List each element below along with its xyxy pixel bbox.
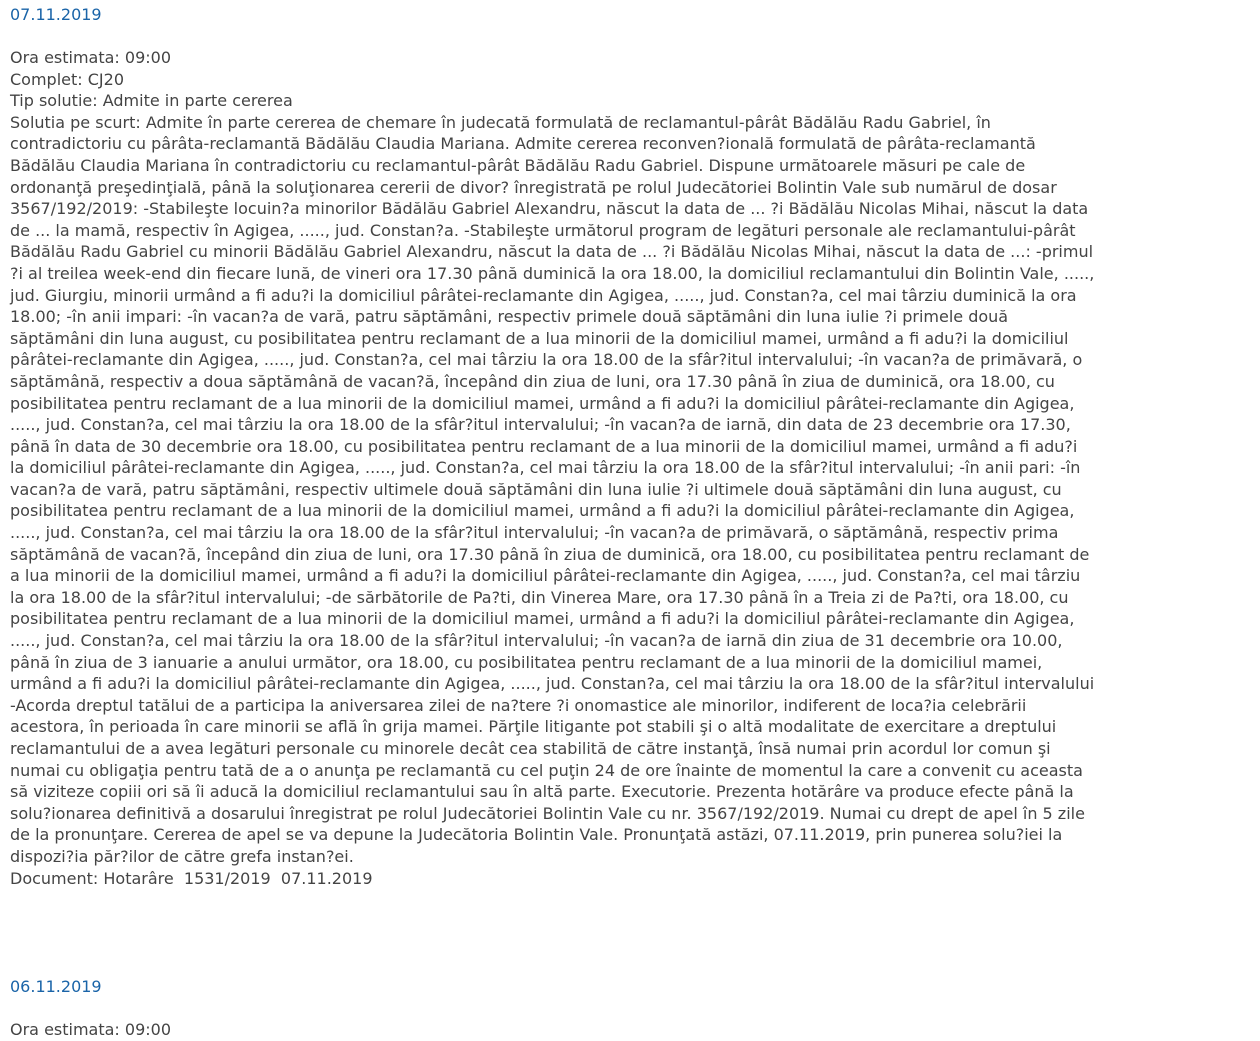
hearing-entry: [10, 976, 1095, 1041]
hearing-entry: [10, 4, 1095, 889]
solution-type: Tip solutie: Admite in parte cererea: [10, 91, 293, 111]
hearing-date: 06.11.2019: [10, 977, 102, 996]
document-text: Document: Hotarâre 1531/2019 07.11.2019: [10, 868, 373, 888]
estimated-time: Ora estimata: 09:00: [10, 48, 172, 67]
solution-summary: Solutia pe scurt: Admite în parte cererea de chemare în judecată formulată de reclamantul-pârât Bădălău Radu Gabriel, în contradictoriu cu pârâta-reclamantă Bădălău Claudia Mariana. Admite cererea reconven?ională formulată de pârâta-reclamantă Bădălău Claudia Mariana în contradictoriu cu reclamantul-pârât Bădălău Radu Gabriel. Dispune următoarele măsuri pe cale de ordonanţă preşedinţială, până la soluţionarea cererii de divor? înregistrată pe rolul Judecătoriei Bolintin Vale sub numărul de dosar 3567/192/2019: -Stabileşte locuin?a minorilor Bădălău Gabriel Alexandru, născut la data de ... ?i Bădălău Nicolas Mihai, născut la data de ... la mamă, respectiv în Agigea, ....., jud. Constan?a. -Stabileşte următorul program de legături personale ale reclamantului-pârât Bădălău Radu Gabriel cu minorii Bădălău Gabriel Alexandru, născut la data de ... ?i Bădălău Nicolas Mihai, născut la data de ...: -primul ?i al treilea week-end din fiecare lună, de vineri ora 17.30 până duminică la ora 18.00, la domiciliul reclamantului din Bolintin Vale, ....., jud. Giurgiu, minorii urmând a fi adu?i la domiciliul pârâtei-reclamante din Agigea, ....., jud. Constan?a, cel mai târziu duminică la ora 18.00; -în anii impari: -în vacan?a de vară, patru săptămâni, respectiv primele două săptămâni din luna iulie ?i primele două săptămâni din luna august, cu posibilitatea pentru reclamant de a lua minorii de la domiciliul mamei, urmând a fi adu?i la domiciliul pârâtei-reclamante din Agigea, ....., jud. Constan?a, cel mai târziu la ora 18.00 de la sfâr?itul intervalului; -în vacan?a de primăvară, o săptămână, respectiv a doua săptămână de vacan?ă, începând din ziua de luni, ora 17.30 până în ziua de duminică, ora 18.00, cu posibilitatea pentru reclamant de a lua minorii de la domiciliul mamei, urmând a fi adu?i la domiciliul pârâtei-reclamante din Agigea, ....., jud. Constan?a, cel mai târziu la ora 18.00 de la sfâr?itul intervalului; -în vacan?a de iarnă, din data de 23 decembrie ora 17.30, până în data de 30 decembrie ora 18.00, cu posibilitatea pentru reclamant de a lua minorii de la domiciliul mamei, urmând a fi adu?i la domiciliul pârâtei-reclamante din Agigea, ....., jud. Constan?a, cel mai târziu la ora 18.00 de la sfâr?itul intervalului; -în anii pari: -în vacan?a de vară, patru săptămâni, respectiv ultimele două săptămâni din luna iulie ?i ultimele două săptămâni din luna august, cu posibilitatea pentru reclamant de a lua minorii de la domiciliul mamei, urmând a fi adu?i la domiciliul pârâtei-reclamante din Agigea, ....., jud. Constan?a, cel mai târziu la ora 18.00 de la sfâr?itul intervalului; -în vacan?a de primăvară, o săptămână, respectiv prima săptămână de vacan?ă, începând din ziua de luni, ora 17.30 până în ziua de duminică, ora 18.00, cu posibilitatea pentru reclamant de a lua minorii de la domiciliul mamei, urmând a fi adu?i la domiciliul pârâtei-reclamante din Agigea, ....., jud. Constan?a, cel mai târziu la ora 18.00 de la sfâr?itul intervalului; -de sărbătorile de Pa?ti, din Vinerea Mare, ora 17.30 până în a Treia zi de Pa?ti, ora 18.00, cu posibilitatea pentru reclamant de a lua minorii de la domiciliul mamei, urmând a fi adu?i la domiciliul pârâtei-reclamante din Agigea, ....., jud. Constan?a, cel mai târziu la ora 18.00 de la sfâr?itul intervalului; -în vacan?a de iarnă din ziua de 31 decembrie ora 10.00, până în ziua de 3 ianuarie a anului următor, ora 18.00, cu posibilitatea pentru reclamant de a lua minorii de la domiciliul mamei, urmând a fi adu?i la domiciliul pârâtei-reclamante din Agigea, ....., jud. Constan?a, cel mai târziu la ora 18.00 de la sfâr?itul intervalului -Acorda dreptul tatălui de a participa la aniversarea zilei de na?tere ?i onomastice ale minorilor, indiferent de loca?ia celebrării acestora, în perioada în care minorii se află în grija mamei. Părţile litigante pot stabili şi o altă modalitate de exercitare a dreptului reclamantului de a avea legături personale cu minorele decât cea stabilită de către instanţă, însă numai prin acordul lor comun şi numai cu obligaţia pentru tată de a o anunţa pe reclamantă cu cel puţin 24 de ore înainte de momentul la care a convenit cu aceasta să viziteze copiii ori să îi aducă la domiciliul reclamantului sau în altă parte. Executorie. Prezenta hotărâre va produce efecte până la solu?ionarea definitivă a dosarului înregistrat pe rolul Judecătoriei Bolintin Vale cu nr. 3567/192/2019. Numai cu drept de apel în 5 zile de la pronunţare. Cererea de apel se va depune la Judecătoria Bolintin Vale. Pronunţată astăzi, 07.11.2019, prin punerea solu?iei la dispozi?ia păr?ilor de către grefa instan?ei.: [10, 112, 1095, 866]
hearing-date: 07.11.2019: [10, 5, 102, 24]
estimated-time: Ora estimata: 09:00: [10, 1020, 172, 1039]
document-reference: [10, 868, 1095, 890]
panel: Complet: CJ20: [10, 69, 124, 89]
